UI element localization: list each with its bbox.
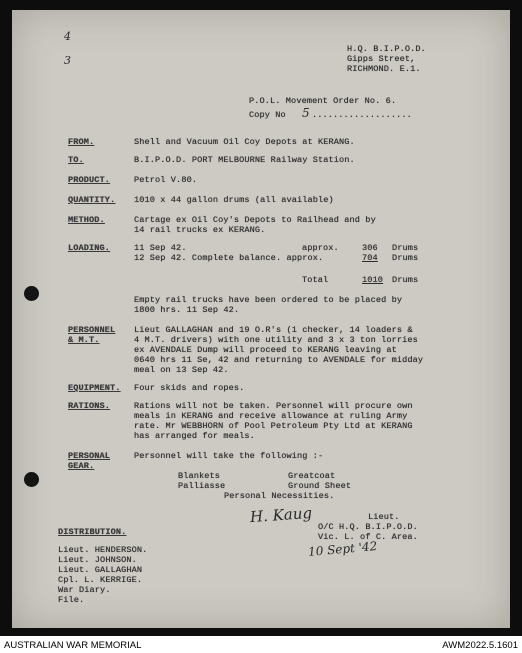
gear-item: Ground Sheet bbox=[288, 481, 352, 491]
document-page bbox=[12, 10, 510, 628]
personnel-label: & M.T. bbox=[68, 335, 100, 345]
punch-hole-top bbox=[24, 286, 39, 301]
personnel-line: Lieut GALLAGHAN and 19 O.R's (1 checker, 14 loaders & bbox=[134, 325, 413, 335]
punch-hole-bottom bbox=[24, 472, 39, 487]
empty-trucks-line: 1800 hrs. 11 Sep 42. bbox=[134, 305, 240, 315]
letterhead-line: RICHMOND. E.1. bbox=[347, 64, 421, 74]
signature-date: 10 Sept '42 bbox=[307, 539, 378, 559]
distribution-item: File. bbox=[58, 595, 85, 605]
footer-source: AUSTRALIAN WAR MEMORIAL bbox=[4, 640, 142, 651]
footer-accession: AWM2022.5.1601 bbox=[442, 640, 518, 651]
rations-line: has arranged for meals. bbox=[134, 431, 255, 441]
equipment-label: EQUIPMENT. bbox=[68, 383, 121, 393]
to-label: TO. bbox=[68, 155, 84, 165]
quantity-label: QUANTITY. bbox=[68, 195, 116, 205]
loading-label: LOADING. bbox=[68, 243, 111, 253]
product-label: PRODUCT. bbox=[68, 175, 111, 185]
gear-item: Greatcoat bbox=[288, 471, 336, 481]
rations-line: Rations will not be taken. Personnel will procure own bbox=[134, 401, 413, 411]
gear-label: GEAR. bbox=[68, 461, 95, 471]
distribution-item: Cpl. L. KERRIGE. bbox=[58, 575, 143, 585]
gear-item: Palliasse bbox=[178, 481, 226, 491]
gear-intro: Personnel will take the following :- bbox=[134, 451, 324, 461]
distribution-item: War Diary. bbox=[58, 585, 111, 595]
personnel-line: meal on 13 Sep 42. bbox=[134, 365, 229, 375]
signature-rank: Lieut. bbox=[368, 512, 400, 522]
quantity-value: 1010 x 44 gallon drums (all available) bbox=[134, 195, 334, 205]
archive-footer bbox=[0, 636, 522, 653]
total-qty: 1010 bbox=[362, 275, 384, 285]
from-value: Shell and Vacuum Oil Coy Depots at KERANG. bbox=[134, 137, 355, 147]
signature-line: O/C H.Q. B.I.P.O.D. bbox=[318, 522, 418, 532]
personnel-label: PERSONNEL bbox=[68, 325, 116, 335]
margin-mark: 3 bbox=[64, 54, 71, 67]
gear-label: PERSONAL bbox=[68, 451, 111, 461]
distribution-item: Lieut. JOHNSON. bbox=[58, 555, 137, 565]
equipment-value: Four skids and ropes. bbox=[134, 383, 245, 393]
signature-line: Vic. L. of C. Area. bbox=[318, 532, 418, 542]
rations-line: rate. Mr WEBBHORN of Pool Petroleum Pty Ltd at KERANG bbox=[134, 421, 413, 431]
rations-label: RATIONS. bbox=[68, 401, 111, 411]
gear-item: Personal Necessities. bbox=[224, 491, 335, 501]
distribution-label: DISTRIBUTION. bbox=[58, 527, 127, 537]
personnel-line: ex AVENDALE Dump will proceed to KERANG leaving at bbox=[134, 345, 397, 355]
loading-unit: Drums bbox=[392, 253, 419, 263]
gear-item: Blankets bbox=[178, 471, 221, 481]
product-value: Petrol V.80. bbox=[134, 175, 198, 185]
loading-qty: 704 bbox=[362, 253, 378, 263]
method-line: Cartage ex Oil Coy's Depots to Railhead and by bbox=[134, 215, 376, 225]
loading-date: 11 Sep 42. bbox=[134, 243, 187, 253]
personnel-line: 0640 hrs 11 Se, 42 and returning to AVENDALE for midday bbox=[134, 355, 424, 365]
letterhead-line: H.Q. B.I.P.O.D. bbox=[347, 44, 426, 54]
rations-line: meals in KERANG and receive allowance at ruling Army bbox=[134, 411, 408, 421]
loading-qty: 306 bbox=[362, 243, 378, 253]
personnel-line: 4 M.T. drivers) with one utility and 3 x 3 ton lorries bbox=[134, 335, 418, 345]
loading-unit: Drums bbox=[392, 243, 419, 253]
distribution-item: Lieut. HENDERSON. bbox=[58, 545, 148, 555]
letterhead-line: Gipps Street, bbox=[347, 54, 416, 64]
copy-number: 5 bbox=[302, 106, 310, 120]
loading-approx: approx. bbox=[302, 243, 339, 253]
from-label: FROM. bbox=[68, 137, 95, 147]
margin-mark: 4 bbox=[64, 30, 71, 43]
method-label: METHOD. bbox=[68, 215, 105, 225]
total-unit: Drums bbox=[392, 275, 419, 285]
method-line: 14 rail trucks ex KERANG. bbox=[134, 225, 266, 235]
empty-trucks-line: Empty rail trucks have been ordered to be placed by bbox=[134, 295, 403, 305]
copy-label: Copy No bbox=[249, 110, 286, 120]
total-label: Total bbox=[302, 275, 329, 285]
order-title: P.O.L. Movement Order No. 6. bbox=[249, 96, 397, 106]
to-value: B.I.P.O.D. PORT MELBOURNE Railway Station. bbox=[134, 155, 355, 165]
signature: H. Kaug bbox=[249, 503, 313, 527]
copy-dots: ................... bbox=[312, 110, 412, 120]
loading-row: 12 Sep 42. Complete balance. approx. bbox=[134, 253, 324, 263]
distribution-item: Lieut. GALLAGHAN bbox=[58, 565, 143, 575]
